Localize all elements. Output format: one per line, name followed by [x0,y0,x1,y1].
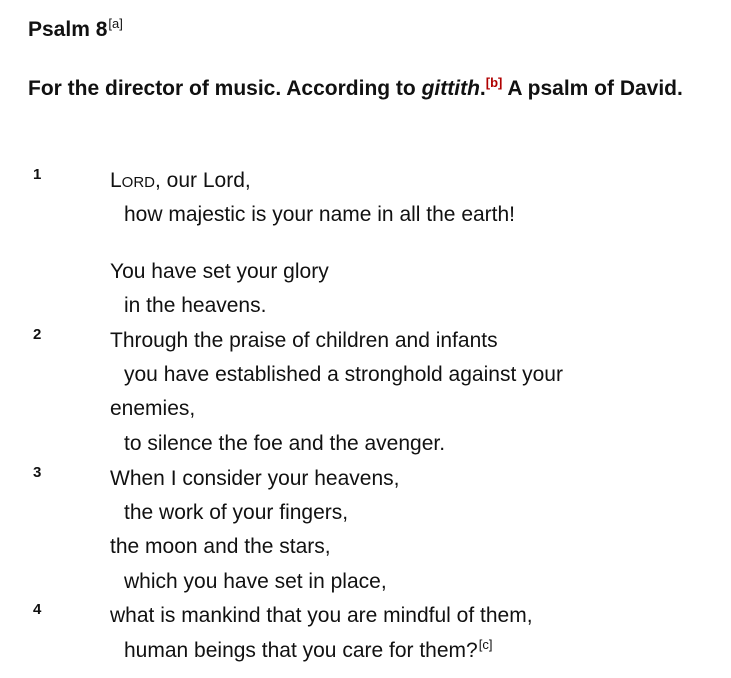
verse-number-2: 2 [33,326,42,343]
footnote-a-link[interactable]: [a] [108,16,123,31]
verse-number-4: 4 [33,601,42,618]
verse-number-3: 3 [33,464,42,481]
verse-line: you have established a stronghold against your [124,363,563,386]
verse-line: in the heavens. [124,294,267,317]
lord-small-caps: Lord [110,169,156,192]
verse-line-text: , our Lord, [155,169,251,192]
superscription-text-2: A psalm of David. [502,77,683,100]
verse-line: what is mankind that you are mindful of them, [110,604,533,627]
psalm-superscription [28,71,708,106]
verse-number-1: 1 [33,166,42,183]
verse-line: Through the praise of children and infants [110,329,498,352]
verse-line: enemies, [110,397,196,420]
verse-line: the moon and the stars, [110,535,331,558]
psalm-title-text: Psalm 8 [28,18,108,41]
verse-line: to silence the foe and the avenger. [124,432,446,455]
superscription-text-1: For the director of music. According to [28,77,422,100]
psalm-title [28,16,123,44]
verse-line [110,166,251,196]
verse-line: which you have set in place, [124,570,387,593]
verse-line: the work of your fingers, [124,501,349,524]
verse-line: how majestic is your name in all the earth! [124,203,516,226]
verse-line [124,636,492,666]
verse-line: When I consider your heavens, [110,467,400,490]
footnote-c-link[interactable]: [c] [478,637,493,652]
superscription-period: . [479,77,486,100]
footnote-b-link[interactable]: [b] [485,75,503,90]
verse-line: You have set your glory [110,260,329,283]
verse-line-text: human beings that you care for them? [124,639,478,662]
superscription-gittith: gittith [421,77,480,100]
